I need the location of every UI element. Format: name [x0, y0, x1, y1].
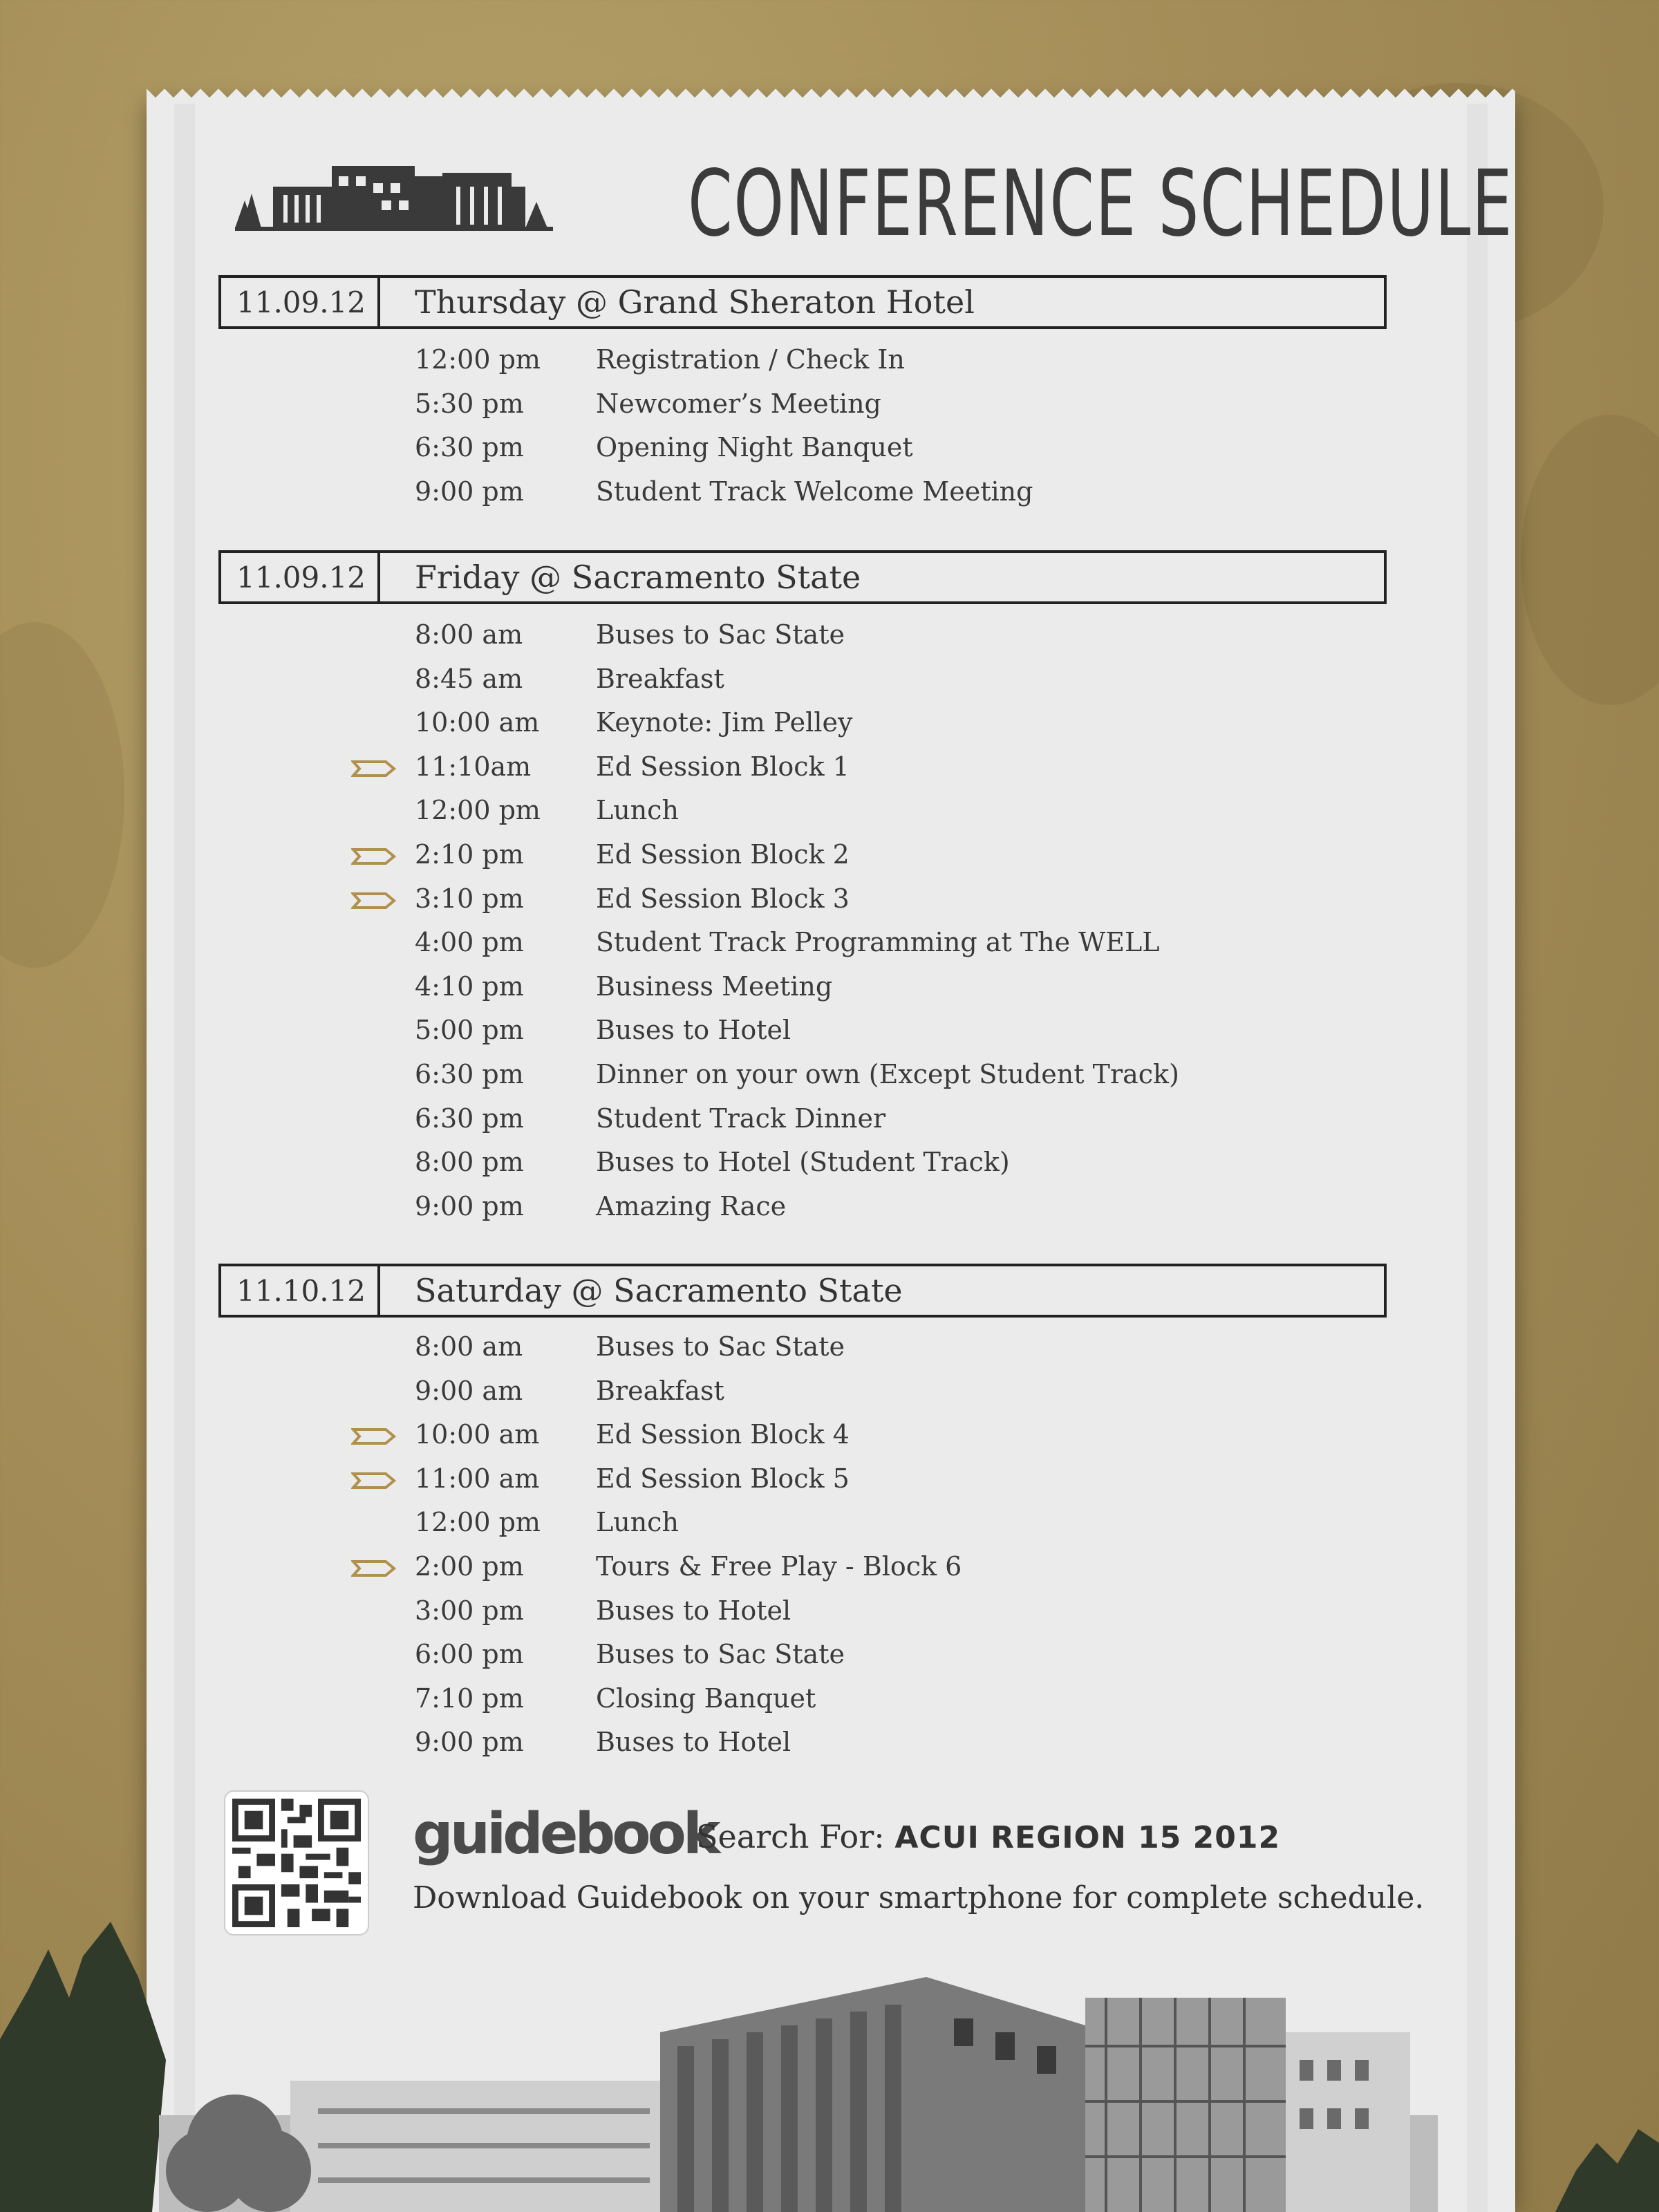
event-row — [147, 1103, 1515, 1147]
event-time: 6:00 pm — [415, 1639, 524, 1670]
event-name: Opening Night Banquet — [596, 432, 913, 463]
event-time: 11:10am — [415, 751, 532, 782]
event-list-thursday — [147, 344, 1515, 520]
event-row — [147, 1507, 1515, 1551]
event-time: 5:30 pm — [415, 388, 524, 419]
event-time: 8:00 am — [415, 1331, 523, 1362]
event-name: Ed Session Block 1 — [596, 751, 850, 782]
event-name: Amazing Race — [596, 1190, 787, 1221]
event-row — [147, 1551, 1515, 1595]
page-title: CONFERENCE SCHEDULE — [688, 151, 1514, 257]
event-time: 7:10 pm — [415, 1683, 524, 1714]
event-time: 8:00 pm — [415, 1147, 524, 1178]
event-time: 9:00 am — [415, 1375, 523, 1406]
event-time: 2:10 pm — [415, 838, 524, 870]
event-row — [147, 1463, 1515, 1508]
event-name: Keynote: Jim Pelley — [596, 707, 853, 738]
event-name: Newcomer’s Meeting — [596, 388, 881, 419]
event-name: Student Track Welcome Meeting — [596, 476, 1033, 507]
arrow-tag-icon — [351, 1472, 397, 1490]
event-row — [147, 1419, 1515, 1463]
event-time: 4:10 pm — [415, 971, 524, 1002]
event-time: 12:00 pm — [415, 795, 541, 826]
event-name: Dinner on your own (Except Student Track) — [596, 1058, 1179, 1089]
day-date: 11.10.12 — [221, 1266, 380, 1315]
event-row — [147, 1595, 1515, 1640]
event-name: Ed Session Block 3 — [596, 883, 850, 914]
event-name: Student Track Programming at The WELL — [596, 927, 1160, 958]
day-date: 11.09.12 — [221, 553, 380, 601]
campus-building-illustration — [0, 1880, 1659, 2212]
event-row — [147, 883, 1515, 928]
event-row — [147, 1015, 1515, 1059]
event-row — [147, 1376, 1515, 1420]
day-location: Friday @ Sacramento State — [415, 559, 861, 596]
arrow-tag-icon — [351, 847, 397, 865]
day-date: 11.09.12 — [221, 278, 380, 326]
event-row — [147, 664, 1515, 708]
event-name: Buses to Hotel (Student Track) — [596, 1147, 1010, 1178]
arrow-tag-icon — [351, 1559, 397, 1577]
event-time: 10:00 am — [415, 1419, 540, 1450]
day-header-thursday — [218, 275, 1387, 329]
arrow-tag-icon — [351, 1427, 397, 1445]
event-row — [147, 476, 1515, 521]
event-name: Buses to Hotel — [596, 1727, 791, 1758]
event-name: Business Meeting — [596, 971, 833, 1002]
event-name: Ed Session Block 2 — [596, 838, 850, 870]
event-time: 9:00 pm — [415, 476, 524, 507]
arrow-tag-icon — [351, 760, 397, 778]
event-time: 12:00 pm — [415, 1507, 541, 1538]
header — [235, 151, 1514, 257]
event-name: Lunch — [596, 1507, 679, 1538]
event-name: Ed Session Block 4 — [596, 1419, 850, 1450]
event-name: Closing Banquet — [596, 1683, 816, 1714]
event-row — [147, 1191, 1515, 1235]
event-row — [147, 839, 1515, 883]
event-name: Tours & Free Play - Block 6 — [596, 1550, 962, 1582]
event-name: Breakfast — [596, 663, 724, 694]
event-time: 10:00 am — [415, 707, 540, 738]
event-name: Registration / Check In — [596, 344, 905, 375]
event-time: 9:00 pm — [415, 1190, 524, 1221]
event-time: 5:00 pm — [415, 1015, 524, 1046]
event-time: 12:00 pm — [415, 344, 541, 375]
event-name: Buses to Sac State — [596, 1639, 845, 1670]
event-time: 9:00 pm — [415, 1727, 524, 1758]
event-list-friday — [147, 619, 1515, 1235]
event-row — [147, 619, 1515, 664]
event-time: 8:00 am — [415, 619, 523, 650]
event-name: Student Track Dinner — [596, 1103, 886, 1134]
day-location: Saturday @ Sacramento State — [415, 1272, 903, 1309]
day-header-saturday — [218, 1264, 1387, 1318]
event-time: 2:00 pm — [415, 1550, 524, 1582]
event-time: 6:30 pm — [415, 432, 524, 463]
event-row — [147, 1683, 1515, 1727]
event-name: Buses to Sac State — [596, 1331, 845, 1362]
event-row — [147, 1059, 1515, 1103]
event-time: 8:45 am — [415, 663, 523, 694]
event-name: Buses to Sac State — [596, 619, 845, 650]
event-row — [147, 1331, 1515, 1376]
event-row — [147, 1639, 1515, 1683]
event-row — [147, 388, 1515, 433]
search-label: Search For: — [696, 1818, 885, 1855]
event-row — [147, 751, 1515, 796]
event-time: 3:00 pm — [415, 1595, 524, 1626]
search-term: ACUI REGION 15 2012 — [894, 1820, 1281, 1855]
day-location: Thursday @ Grand Sheraton Hotel — [415, 283, 975, 321]
event-row — [147, 432, 1515, 476]
event-name: Lunch — [596, 795, 679, 826]
event-row — [147, 344, 1515, 388]
event-row — [147, 1147, 1515, 1191]
guidebook-logo: guidebook — [413, 1801, 718, 1867]
building-logo-icon — [235, 159, 553, 242]
event-name: Buses to Hotel — [596, 1015, 791, 1046]
event-row — [147, 927, 1515, 971]
event-list-saturday — [147, 1331, 1515, 1771]
event-time: 6:30 pm — [415, 1103, 524, 1134]
event-row — [147, 795, 1515, 839]
download-text: Download Guidebook on your smartphone for complete schedule. — [413, 1880, 1425, 1915]
event-row — [147, 1727, 1515, 1771]
event-time: 3:10 pm — [415, 883, 524, 914]
event-row — [147, 707, 1515, 751]
event-name: Ed Session Block 5 — [596, 1463, 850, 1494]
event-time: 11:00 am — [415, 1463, 540, 1494]
search-instruction — [696, 1818, 1280, 1855]
event-row — [147, 971, 1515, 1015]
day-header-friday — [218, 550, 1387, 604]
event-name: Breakfast — [596, 1375, 724, 1406]
arrow-tag-icon — [351, 892, 397, 910]
event-time: 4:00 pm — [415, 927, 524, 958]
event-time: 6:30 pm — [415, 1058, 524, 1089]
event-name: Buses to Hotel — [596, 1595, 791, 1626]
